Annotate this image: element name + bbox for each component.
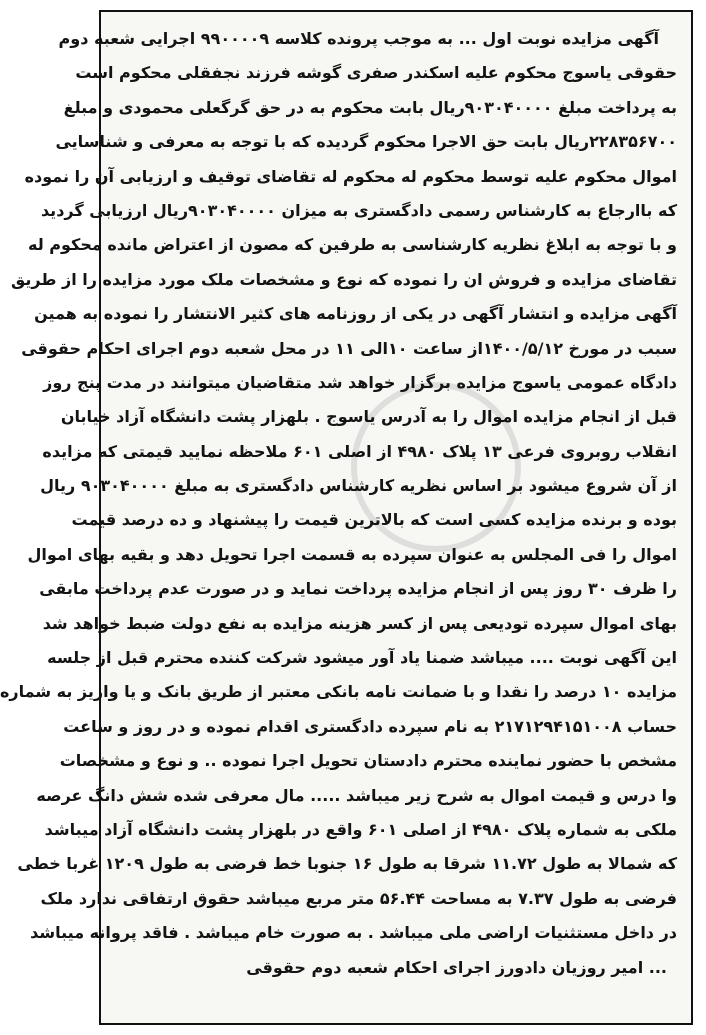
notice-line: اموال محکوم علیه توسط محکوم له محکوم له تقاضای توقیف و ارزیابی آن را نموده [24,166,677,186]
notice-signature-line: ... امیر روزیان دادورز اجرای احکام شعبه دوم حقوقی [246,957,667,977]
notice-line: قبل از انجام مزایده اموال را به آدرس یاسوج . بلهزار پشت دانشگاه آزاد خیابان [60,407,677,427]
notice-line: به پرداخت مبلغ ۹۰۳۰۴۰۰۰۰ریال بابت محکوم به در حق گرگعلی محمودی و مبلغ [63,97,677,117]
auction-notice-clipping [0,10,693,1025]
notice-line: این آگهی نوبت .... میباشد ضمنا یاد آور میشود شرکت کننده محترم قبل از جلسه [47,648,677,668]
notice-line: اموال را فی المجلس به عنوان سپرده به قسمت اجرا تحویل دهد و بقیه بهای اموال [27,544,677,564]
notice-line: انقلاب روبروی فرعی ۱۳ پلاک ۴۹۸۰ از اصلی ۶۰۱ ملاحظه نمایید قیمتی که مزایده [42,441,677,461]
notice-line: و با توجه به ابلاغ نظریه کارشناسی به طرفین که مصون از اعتراض مانده محکوم له [28,235,677,255]
notice-line: فرضی به طول ۷.۳۷ به مساحت ۵۶.۴۴ متر مربع میباشد حقوق ارتفاقی ندارد ملک [40,888,677,908]
notice-line: ۲۲۸۳۵۶۷۰۰ریال بابت حق الاجرا محکوم گردیده که با توجه به معرفی و شناسایی [55,132,677,152]
notice-line: بوده و برنده مزایده کسی است که بالاترین قیمت را پیشنهاد و ده درصد قیمت [71,510,677,530]
notice-line: در داخل مستثنیات اراضی ملی میباشد . به صورت خام میباشد . فاقد پروانه میباشد [30,923,677,943]
notice-line: مشخص با حضور نماینده محترم دادستان تحویل اجرا نموده .. و نوع و مشخصات [59,751,677,771]
notice-line: ملکی به شماره پلاک ۴۹۸۰ از اصلی ۶۰۱ واقع در بلهزار پشت دانشگاه آزاد میباشد [44,819,677,839]
notice-line: وا درس و قیمت اموال به شرح زیر میباشد ..... مال معرفی شده شش دانگ عرصه [36,785,677,805]
notice-line: آگهی مزایده نوبت اول ... به موجب پرونده کلاسه ۹۹۰۰۰۰۹ اجرایی شعبه دوم [58,29,659,48]
notice-line: حساب ۲۱۷۱۲۹۴۱۵۱۰۰۸ به نام سپرده دادگستری اقدام نموده و در روز و ساعت [63,716,677,736]
notice-line: تقاضای مزایده و فروش ان را نموده که نوع و مشخصات ملک مورد مزایده را از طریق [10,269,677,289]
notice-line: سبب در مورخ ۱۴۰۰/۵/۱۲از ساعت ۱۰الی ۱۱ در محل شعبه دوم اجرای احکام حقوقی [21,338,677,358]
notice-line: که باارجاع به کارشناس رسمی دادگستری به میزان ۹۰۳۰۴۰۰۰۰ریال ارزیابی گردید [40,200,677,220]
notice-line: آگهی مزایده و انتشار آگهی در یکی از روزنامه های کثیر الانتشار را نموده به همین [34,304,677,324]
notice-line: بهای اموال سپرده تودیعی پس از کسر هزینه مزایده به نفع دولت ضبط خواهد شد [42,613,677,633]
notice-line: از آن شروع میشود بر اساس نظریه کارشناس دادگستری به مبلغ ۹۰۳۰۴۰۰۰۰ ریال [40,476,677,496]
notice-line: دادگاه عمومی یاسوج مزایده برگزار خواهد شد متقاضیان میتوانند در مدت پنج روز [43,372,677,392]
notice-line: که شمالا به طول ۱۱.۷۲ شرقا به طول ۱۶ جنوبا خط فرضی به طول ۱۲۰۹ غربا خطی [17,854,677,874]
notice-line: حقوقی یاسوج محکوم علیه اسکندر صفری گوشه فرزند نجفقلی محکوم است [75,63,677,83]
notice-line: را ظرف ۳۰ روز پس از انجام مزایده پرداخت نماید و در صورت عدم پرداخت مابقی [39,579,677,599]
notice-line: مزایده ۱۰ درصد را نقدا و با ضمانت نامه بانکی معتبر از طریق بانک و یا واریز به شماره [0,682,677,702]
